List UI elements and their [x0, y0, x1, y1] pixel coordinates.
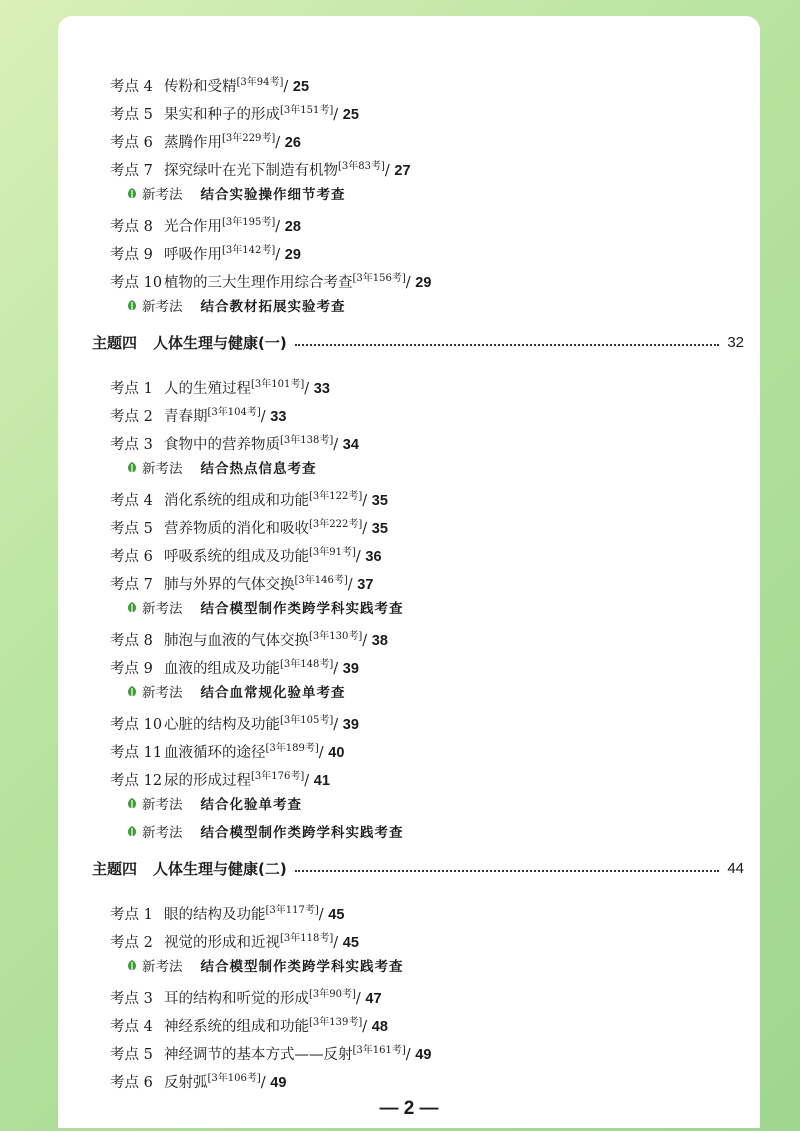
item-page: 49 [270, 1075, 287, 1091]
item-label: 考点 4 [110, 79, 153, 95]
note-description: 结合模型制作类跨学科实践考查 [200, 959, 404, 975]
note-description: 结合模型制作类跨学科实践考查 [200, 825, 404, 841]
item-title: 青春期 [164, 409, 208, 425]
note-description: 结合血常规化验单考查 [200, 685, 346, 701]
item-label: 考点 5 [110, 521, 153, 537]
item-label: 考点 2 [110, 935, 153, 951]
toc-item [110, 210, 301, 236]
slash: / [304, 773, 314, 789]
item-title: 反射弧 [164, 1075, 208, 1091]
item-page: 37 [357, 577, 374, 593]
item-page: 29 [284, 247, 301, 263]
item-label: 考点 9 [110, 661, 153, 677]
document-page [58, 16, 760, 1128]
slash: / [355, 991, 366, 1007]
slash: / [260, 409, 271, 425]
exam-frequency-tag: [3年105考] [280, 715, 334, 726]
leaf-icon [126, 601, 138, 615]
leaf-icon [126, 797, 138, 811]
exam-frequency-tag: [3年139考] [309, 1017, 363, 1028]
item-title: 神经系统的组成和功能 [164, 1019, 309, 1035]
slash: / [333, 717, 343, 733]
note-description: 结合实验操作细节考查 [200, 187, 346, 203]
dot-leader [295, 344, 720, 346]
item-page: 45 [342, 935, 359, 951]
exam-frequency-tag: [3年91考] [309, 547, 356, 558]
topic-title: 人体生理与健康(一) [153, 334, 287, 352]
toc-item [110, 708, 359, 734]
item-title: 呼吸系统的组成及功能 [164, 549, 309, 565]
item-title: 蒸腾作用 [164, 135, 222, 151]
toc-item [110, 982, 382, 1008]
item-page: 40 [328, 745, 345, 761]
item-title: 肺泡与血液的气体交换 [164, 633, 309, 649]
leaf-icon [126, 299, 138, 313]
toc-item [110, 1010, 388, 1036]
toc-item [110, 126, 301, 152]
exam-frequency-tag: [3年101考] [251, 379, 305, 390]
toc-item [110, 372, 330, 398]
topic-page: 32 [727, 334, 744, 351]
item-page: 25 [292, 79, 310, 95]
item-title: 心脏的结构及功能 [164, 717, 280, 733]
note-description: 结合化验单考查 [200, 797, 302, 813]
item-label: 考点 9 [110, 247, 153, 263]
item-title: 消化系统的组成和功能 [164, 493, 309, 509]
exam-frequency-tag: [3年189考] [265, 743, 319, 754]
page-number: — 2 — [379, 1098, 439, 1119]
slash: / [304, 381, 314, 397]
toc-item [110, 540, 382, 566]
item-label: 考点 3 [110, 437, 153, 453]
item-title: 视觉的形成和近视 [164, 935, 280, 951]
topic-number: 主题四 [92, 334, 138, 352]
item-label: 考点 6 [110, 1075, 153, 1091]
item-page: 25 [342, 107, 359, 123]
item-label: 考点 3 [110, 991, 153, 1007]
item-label: 考点 1 [110, 381, 153, 397]
item-label: 考点 10 [110, 275, 163, 291]
item-title: 耳的结构和听觉的形成 [164, 991, 309, 1007]
item-title: 人的生殖过程 [164, 381, 251, 397]
leaf-icon [126, 187, 138, 201]
item-title: 光合作用 [164, 219, 222, 235]
toc-item [110, 400, 286, 426]
topic-page: 44 [727, 860, 744, 877]
exam-frequency-tag: [3年83考] [338, 161, 385, 172]
item-label: 考点 12 [110, 773, 163, 789]
exam-frequency-tag: [3年161考] [352, 1045, 406, 1056]
slash: / [362, 1019, 372, 1035]
item-title: 血液的组成及功能 [164, 661, 280, 677]
item-title: 探究绿叶在光下制造有机物 [164, 163, 338, 179]
exam-frequency-tag: [3年229考] [222, 133, 276, 144]
toc-item [110, 98, 359, 124]
item-label: 考点 11 [110, 745, 163, 761]
toc-item [110, 568, 373, 594]
toc-item [110, 512, 388, 538]
toc-item [110, 154, 411, 180]
toc-item [110, 764, 330, 790]
slash: / [362, 633, 372, 649]
exam-frequency-tag: [3年94考] [236, 77, 284, 88]
leaf-icon [126, 461, 138, 475]
note-label: 新考法 [142, 825, 183, 841]
item-page: 39 [342, 661, 359, 677]
item-title: 眼的结构及功能 [164, 907, 266, 923]
note-label: 新考法 [142, 299, 183, 315]
item-page: 45 [328, 907, 345, 923]
new-method-note [126, 596, 404, 622]
slash: / [318, 745, 329, 761]
slash: / [362, 493, 372, 509]
toc-item [110, 624, 388, 650]
new-method-note [126, 182, 346, 208]
note-label: 新考法 [142, 601, 183, 617]
exam-frequency-tag: [3年146考] [294, 575, 348, 586]
topic-title: 人体生理与健康(二) [153, 860, 287, 878]
exam-frequency-tag: [3年142考] [222, 245, 276, 256]
item-page: 34 [342, 437, 359, 453]
slash: / [405, 1047, 416, 1063]
item-label: 考点 6 [110, 135, 153, 151]
item-page: 41 [313, 773, 330, 789]
toc-item [110, 266, 431, 292]
slash: / [275, 219, 285, 235]
exam-frequency-tag: [3年222考] [309, 519, 363, 530]
leaf-icon [126, 825, 138, 839]
slash: / [275, 247, 285, 263]
slash: / [384, 163, 395, 179]
slash: / [347, 577, 358, 593]
item-title: 传粉和受精 [164, 79, 237, 95]
item-page: 35 [371, 493, 388, 509]
item-page: 33 [270, 409, 287, 425]
note-description: 结合模型制作类跨学科实践考查 [200, 601, 404, 617]
item-label: 考点 2 [110, 409, 153, 425]
exam-frequency-tag: [3年138考] [280, 435, 334, 446]
item-title: 植物的三大生理作用综合考查 [164, 275, 353, 291]
slash: / [275, 135, 285, 151]
slash: / [362, 521, 372, 537]
new-method-note [126, 820, 404, 846]
exam-frequency-tag: [3年118考] [280, 933, 334, 944]
slash: / [333, 107, 343, 123]
item-page: 48 [371, 1019, 388, 1035]
item-page: 39 [342, 717, 359, 733]
exam-frequency-tag: [3年104考] [207, 407, 261, 418]
item-title: 血液循环的途径 [164, 745, 266, 761]
item-label: 考点 7 [110, 577, 153, 593]
item-label: 考点 5 [110, 1047, 153, 1063]
note-label: 新考法 [142, 685, 183, 701]
item-page: 47 [365, 991, 382, 1007]
slash: / [405, 275, 416, 291]
slash: / [333, 437, 343, 453]
slash: / [333, 661, 343, 677]
toc-item [110, 736, 344, 762]
item-page: 33 [313, 381, 330, 397]
note-label: 新考法 [142, 461, 183, 477]
item-label: 考点 8 [110, 219, 153, 235]
note-label: 新考法 [142, 797, 183, 813]
item-page: 28 [284, 219, 301, 235]
exam-frequency-tag: [3年176考] [251, 771, 305, 782]
item-label: 考点 4 [110, 1019, 153, 1035]
topic-heading [92, 856, 744, 882]
item-page: 36 [365, 549, 382, 565]
toc-item [110, 484, 388, 510]
toc-item [110, 1066, 286, 1092]
exam-frequency-tag: [3年130考] [309, 631, 363, 642]
note-description: 结合教材拓展实验考查 [200, 299, 346, 315]
item-title: 营养物质的消化和吸收 [164, 521, 309, 537]
leaf-icon [126, 685, 138, 699]
note-label: 新考法 [142, 187, 183, 203]
item-label: 考点 6 [110, 549, 153, 565]
item-page: 38 [371, 633, 388, 649]
toc-item [110, 652, 359, 678]
exam-frequency-tag: [3年156考] [352, 273, 406, 284]
item-label: 考点 1 [110, 907, 153, 923]
item-page: 27 [394, 163, 411, 179]
toc-item [110, 238, 301, 264]
toc-item [110, 428, 359, 454]
exam-frequency-tag: [3年122考] [309, 491, 363, 502]
item-page: 26 [284, 135, 301, 151]
exam-frequency-tag: [3年117考] [265, 905, 319, 916]
item-label: 考点 7 [110, 163, 153, 179]
item-label: 考点 8 [110, 633, 153, 649]
item-title: 果实和种子的形成 [164, 107, 280, 123]
toc-item [110, 898, 344, 924]
toc-item [110, 70, 309, 96]
item-label: 考点 10 [110, 717, 163, 733]
item-page: 35 [371, 521, 388, 537]
item-page: 49 [415, 1047, 432, 1063]
slash: / [260, 1075, 271, 1091]
slash: / [318, 907, 329, 923]
exam-frequency-tag: [3年148考] [280, 659, 334, 670]
exam-frequency-tag: [3年151考] [280, 105, 334, 116]
slash: / [355, 549, 366, 565]
item-page: 29 [415, 275, 432, 291]
item-title: 肺与外界的气体交换 [164, 577, 295, 593]
toc-item [110, 926, 359, 952]
item-title: 呼吸作用 [164, 247, 222, 263]
item-title: 食物中的营养物质 [164, 437, 280, 453]
leaf-icon [126, 959, 138, 973]
item-title: 神经调节的基本方式——反射 [164, 1047, 353, 1063]
topic-heading [92, 330, 744, 356]
exam-frequency-tag: [3年106考] [207, 1073, 261, 1084]
new-method-note [126, 456, 317, 482]
new-method-note [126, 792, 302, 818]
note-label: 新考法 [142, 959, 183, 975]
exam-frequency-tag: [3年90考] [309, 989, 356, 1000]
item-label: 考点 5 [110, 107, 153, 123]
item-label: 考点 4 [110, 493, 153, 509]
item-title: 尿的形成过程 [164, 773, 251, 789]
topic-number: 主题四 [92, 860, 138, 878]
toc-item [110, 1038, 431, 1064]
new-method-note [126, 954, 404, 980]
slash: / [283, 79, 293, 95]
exam-frequency-tag: [3年195考] [222, 217, 276, 228]
new-method-note [126, 294, 346, 320]
dot-leader [295, 870, 720, 872]
slash: / [333, 935, 343, 951]
new-method-note [126, 680, 346, 706]
note-description: 结合热点信息考查 [200, 461, 317, 477]
